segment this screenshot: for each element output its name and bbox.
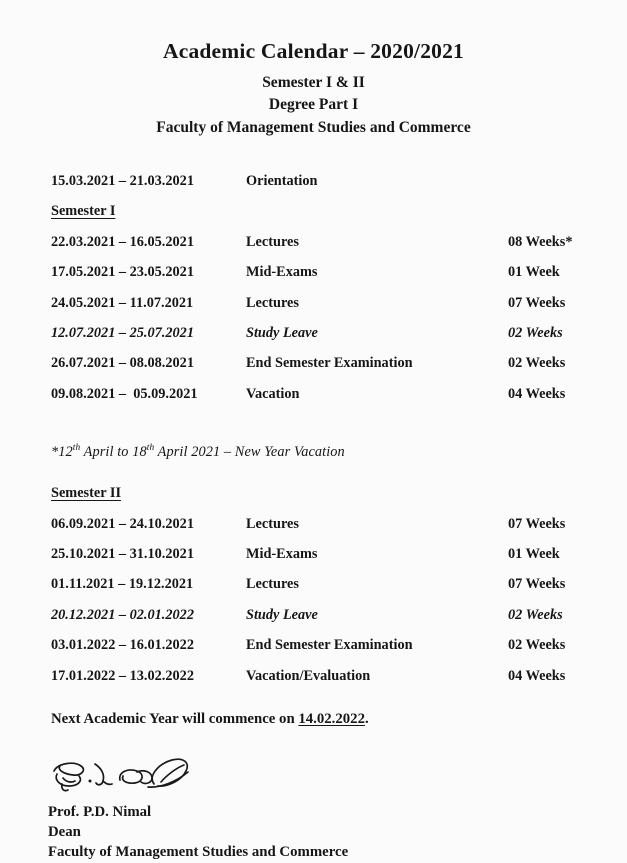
footnote-ordinal-1: th xyxy=(72,443,81,454)
document-header xyxy=(0,0,627,139)
row-description: Mid-Exams xyxy=(246,264,318,281)
row-weeks: 08 Weeks* xyxy=(508,233,573,250)
row-description: Lectures xyxy=(246,294,299,311)
row-description: Lectures xyxy=(246,576,299,593)
row-description: Orientation xyxy=(246,173,318,190)
table-row xyxy=(51,576,627,606)
row-date: 26.07.2021 – 08.08.2021 xyxy=(51,355,194,372)
row-weeks: 04 Weeks xyxy=(508,385,566,402)
row-weeks: 07 Weeks xyxy=(508,515,566,532)
table-row xyxy=(51,355,627,385)
row-date: 24.05.2021 – 11.07.2021 xyxy=(51,294,194,311)
section-heading-label: Semester II xyxy=(51,485,122,502)
table-row xyxy=(51,607,627,637)
table-row xyxy=(51,386,627,416)
signatory-position: Dean xyxy=(48,823,81,840)
row-date: 17.05.2021 – 23.05.2021 xyxy=(51,264,194,281)
row-weeks: 02 Weeks xyxy=(508,637,566,654)
row-description: Lectures xyxy=(246,515,299,532)
row-description: End Semester Examination xyxy=(246,355,413,372)
table-row xyxy=(51,234,627,264)
footnote-suffix: April 2021 – New Year Vacation xyxy=(154,444,345,461)
section-heading-label: Semester I xyxy=(51,203,116,220)
handwritten-signature-icon xyxy=(48,754,198,802)
row-date: 09.08.2021 – 05.09.2021 xyxy=(51,385,198,402)
table-row xyxy=(51,173,627,203)
row-date: 25.10.2021 – 31.10.2021 xyxy=(51,545,194,562)
closing-date: 14.02.2022 xyxy=(298,710,365,727)
row-date: 12.07.2021 – 25.07.2021 xyxy=(51,325,194,341)
footnote-new-year-vacation xyxy=(0,444,627,461)
row-weeks: 02 Weeks xyxy=(508,606,563,623)
row-weeks: 01 Week xyxy=(508,264,560,281)
row-weeks: 01 Week xyxy=(508,545,560,562)
row-date: 15.03.2021 – 21.03.2021 xyxy=(51,173,194,190)
row-description: Study Leave xyxy=(246,325,318,341)
row-weeks: 04 Weeks xyxy=(508,667,566,684)
row-date: 17.01.2022 – 13.02.2022 xyxy=(51,667,194,684)
row-date: 06.09.2021 – 24.10.2021 xyxy=(51,515,194,532)
closing-text-before: Next Academic Year will commence on xyxy=(51,710,299,727)
table-row xyxy=(51,546,627,576)
section-heading-semester-1 xyxy=(51,203,627,233)
row-description: End Semester Examination xyxy=(246,637,413,654)
row-description: Vacation/Evaluation xyxy=(246,667,371,684)
subtitle-faculty: Faculty of Management Studies and Commerce xyxy=(156,118,471,136)
table-row xyxy=(51,668,627,698)
row-date: 03.01.2022 – 16.01.2022 xyxy=(51,637,194,654)
signature-block xyxy=(0,754,627,862)
table-row xyxy=(51,637,627,667)
footnote-middle: April to 18 xyxy=(80,444,147,461)
row-description: Vacation xyxy=(246,385,300,402)
row-description: Study Leave xyxy=(246,606,318,623)
row-description: Lectures xyxy=(246,233,299,250)
row-description: Mid-Exams xyxy=(246,545,318,562)
row-date: 20.12.2021 – 02.01.2022 xyxy=(51,606,194,623)
row-weeks: 02 Weeks xyxy=(508,355,566,372)
table-row xyxy=(51,264,627,294)
footnote-ordinal-2: th xyxy=(146,443,155,454)
footnote-prefix: *12 xyxy=(51,444,73,461)
closing-statement xyxy=(0,711,627,728)
schedule-table-semester-2 xyxy=(0,485,627,698)
section-heading-semester-2 xyxy=(51,485,627,515)
row-weeks: 02 Weeks xyxy=(508,325,563,341)
row-weeks: 07 Weeks xyxy=(508,576,566,593)
page-title: Academic Calendar – 2020/2021 xyxy=(162,39,464,63)
row-weeks: 07 Weeks xyxy=(508,294,566,311)
signatory-faculty: Faculty of Management Studies and Commerce xyxy=(48,843,349,860)
table-row xyxy=(51,516,627,546)
signatory-name: Prof. P.D. Nimal xyxy=(48,803,152,820)
table-row xyxy=(51,325,627,355)
subtitle-semester: Semester I & II xyxy=(262,73,365,91)
closing-text-after: . xyxy=(364,710,369,727)
table-row xyxy=(51,295,627,325)
row-date: 01.11.2021 – 19.12.2021 xyxy=(51,576,194,593)
schedule-table xyxy=(0,173,627,416)
subtitle-degree: Degree Part I xyxy=(268,96,359,114)
row-date: 22.03.2021 – 16.05.2021 xyxy=(51,233,194,250)
